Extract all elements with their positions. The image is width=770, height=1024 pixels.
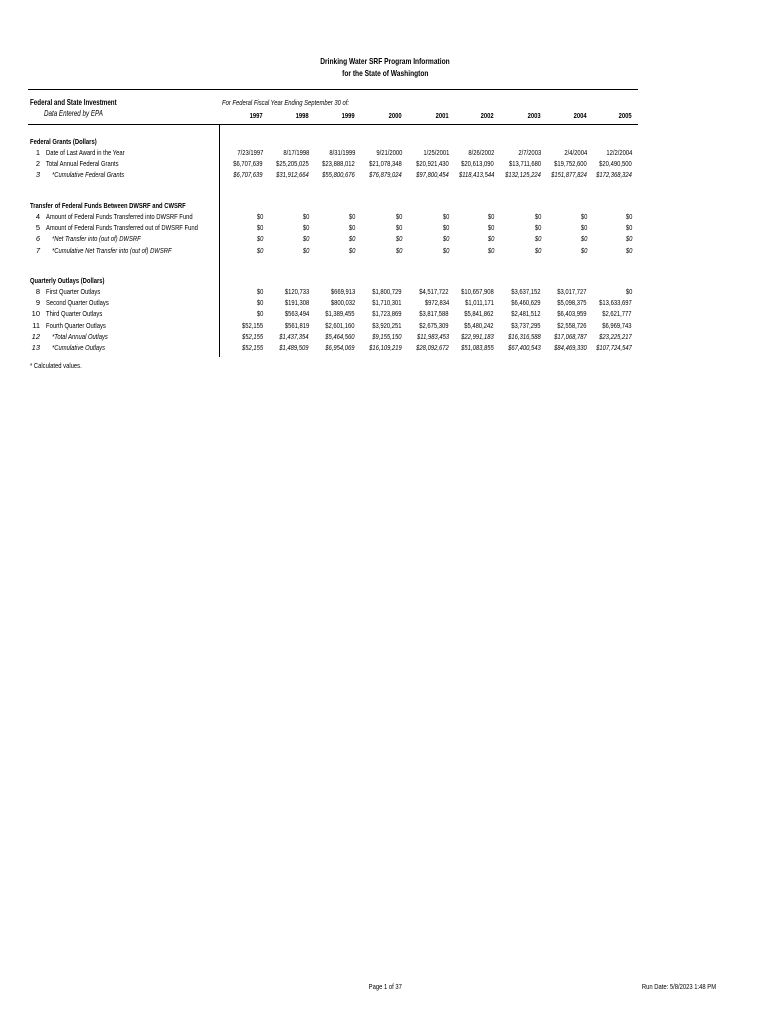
table-cell: $0: [302, 245, 309, 255]
table-cell: $0: [625, 212, 632, 221]
table-cell: $2,558,726: [557, 320, 587, 330]
row-number: 8: [35, 287, 40, 296]
table-cell: $2,601,160: [325, 320, 355, 330]
table-cell: $6,707,639: [233, 170, 263, 180]
table-cell: $67,400,543: [508, 343, 541, 352]
report-title: Drinking Water SRF Program Information: [320, 56, 450, 66]
table-row: [0, 170, 770, 181]
section-title: Quarterly Outlays (Dollars): [30, 276, 105, 285]
table-cell: $2,481,512: [511, 309, 541, 319]
table-cell: $16,316,588: [508, 331, 541, 341]
table-cell: $0: [256, 309, 263, 319]
run-date: Run Date: 5/8/2023 1:48 PM: [641, 982, 716, 991]
table-cell: $52,155: [241, 320, 263, 330]
table-cell: $0: [580, 234, 587, 244]
table-cell: $51,083,855: [461, 343, 494, 352]
row-number: 13: [31, 343, 40, 352]
table-cell: $0: [256, 287, 263, 296]
table-cell: $118,413,544: [458, 170, 494, 180]
table-cell: $972,834: [424, 298, 449, 308]
year-header: 2001: [435, 111, 449, 120]
table-cell: 8/17/1998: [282, 148, 309, 157]
table-cell: $0: [395, 212, 402, 221]
table-cell: $2,621,777: [602, 309, 632, 319]
row-label: Second Quarter Outlays: [46, 298, 109, 308]
table-cell: $5,841,862: [464, 309, 494, 319]
table-cell: $0: [487, 212, 494, 221]
section-header-title: Federal and State Investment: [30, 98, 117, 107]
row-label: Date of Last Award in the Year: [46, 148, 125, 157]
section-title: Transfer of Federal Funds Between DWSRF and CWSRF: [30, 201, 186, 210]
table-cell: $0: [256, 223, 263, 233]
row-number: 9: [35, 298, 40, 308]
table-cell: $0: [256, 234, 263, 244]
row-label: *Net Transfer into (out of) DWSRF: [52, 234, 141, 244]
row-label: *Cumulative Outlays: [52, 343, 106, 352]
row-number: 11: [32, 320, 40, 330]
table-cell: $3,817,588: [419, 309, 449, 319]
table-cell: $97,800,454: [416, 170, 449, 180]
row-label: Fourth Quarter Outlays: [46, 320, 106, 330]
table-cell: $0: [625, 245, 632, 255]
table-cell: $132,125,224: [505, 170, 541, 180]
row-number: 1: [35, 148, 40, 157]
table-cell: $0: [487, 223, 494, 233]
table-cell: $0: [302, 234, 309, 244]
table-cell: $55,800,676: [322, 170, 355, 180]
table-cell: $0: [580, 245, 587, 255]
table-cell: $669,913: [330, 287, 355, 296]
footnote: * Calculated values.: [30, 361, 82, 370]
table-cell: $0: [348, 245, 355, 255]
table-cell: $0: [534, 212, 541, 221]
table-cell: $0: [256, 212, 263, 221]
table-cell: $2,675,309: [419, 320, 449, 330]
page-number: Page 1 of 37: [368, 982, 402, 991]
table-cell: $1,011,171: [465, 298, 494, 308]
table-cell: $0: [487, 245, 494, 255]
table-cell: $0: [442, 212, 449, 221]
table-cell: $23,225,217: [599, 331, 632, 341]
table-cell: $800,032: [330, 298, 355, 308]
table-cell: $22,991,183: [461, 331, 494, 341]
row-number: 10: [31, 309, 40, 319]
table-cell: $9,155,150: [372, 331, 402, 341]
table-cell: $6,954,069: [325, 343, 355, 352]
table-cell: $0: [442, 245, 449, 255]
table-cell: $5,464,560: [325, 331, 355, 341]
row-label: *Cumulative Net Transfer into (out of) DWSRF: [52, 245, 172, 255]
table-cell: 12/2/2004: [605, 148, 632, 157]
table-cell: 9/21/2000: [375, 148, 402, 157]
section-title: Federal Grants (Dollars): [30, 137, 97, 146]
table-cell: $16,109,219: [369, 343, 402, 352]
row-label: Amount of Federal Funds Transferred into DWSRF Fund: [46, 212, 193, 221]
table-cell: $0: [625, 223, 632, 233]
header-rule: [28, 124, 638, 125]
table-cell: $1,800,729: [372, 287, 402, 296]
table-cell: $0: [348, 212, 355, 221]
table-row: [0, 332, 770, 343]
row-label: Amount of Federal Funds Transferred out of DWSRF Fund: [46, 223, 198, 233]
table-row: [0, 343, 770, 354]
table-cell: $563,494: [284, 309, 309, 319]
table-cell: $3,637,152: [511, 287, 541, 296]
table-cell: $0: [625, 234, 632, 244]
row-number: 12: [31, 331, 40, 341]
table-cell: $0: [395, 223, 402, 233]
year-header: 2005: [618, 111, 632, 120]
table-row: [0, 309, 770, 320]
table-cell: 2/7/2003: [518, 148, 541, 157]
table-cell: $84,469,330: [554, 343, 587, 352]
year-header: 1999: [341, 111, 355, 120]
table-cell: $31,912,664: [276, 170, 309, 180]
table-cell: $561,819: [284, 320, 309, 330]
table-cell: $0: [302, 212, 309, 221]
table-cell: $0: [534, 223, 541, 233]
table-cell: $4,517,722: [419, 287, 449, 296]
table-cell: $20,490,500: [599, 159, 632, 169]
year-header: 2000: [388, 111, 402, 120]
row-number: 6: [35, 234, 40, 244]
table-cell: $10,657,908: [461, 287, 494, 296]
table-cell: $13,711,680: [508, 159, 541, 169]
table-cell: 7/23/1997: [236, 148, 263, 157]
row-label: Third Quarter Outlays: [46, 309, 103, 319]
table-cell: 1/25/2001: [422, 148, 449, 157]
table-row: [0, 287, 770, 298]
table-cell: $13,633,697: [599, 298, 632, 308]
fiscal-year-label: For Federal Fiscal Year Ending September 30 of:: [222, 98, 350, 107]
table-row: [0, 321, 770, 332]
table-cell: $1,489,509: [279, 343, 309, 352]
table-cell: $3,920,251: [372, 320, 402, 330]
row-number: 7: [35, 245, 40, 255]
table-cell: $3,017,727: [557, 287, 587, 296]
table-cell: 8/31/1999: [328, 148, 355, 157]
row-number: 3: [35, 170, 40, 180]
table-cell: $6,707,639: [233, 159, 263, 169]
table-cell: $1,723,869: [372, 309, 402, 319]
table-cell: $25,205,025: [276, 159, 309, 169]
table-cell: 8/26/2002: [467, 148, 494, 157]
row-number: 4: [35, 212, 40, 221]
row-label: *Cumulative Federal Grants: [52, 170, 125, 180]
table-cell: $0: [580, 223, 587, 233]
table-cell: $6,969,743: [602, 320, 632, 330]
table-cell: $20,613,090: [461, 159, 494, 169]
table-cell: $191,308: [284, 298, 309, 308]
table-row: [0, 223, 770, 234]
table-cell: $0: [625, 287, 632, 296]
row-number: 5: [35, 223, 40, 233]
table-cell: $21,078,348: [369, 159, 402, 169]
year-header: 2004: [573, 111, 587, 120]
table-cell: $0: [534, 234, 541, 244]
table-cell: $1,437,354: [279, 331, 309, 341]
table-cell: $0: [256, 298, 263, 308]
row-number: 2: [35, 159, 40, 169]
table-cell: $3,737,295: [511, 320, 541, 330]
row-label: Total Annual Federal Grants: [46, 159, 119, 169]
table-cell: $11,983,453: [416, 331, 449, 341]
table-cell: $23,888,012: [322, 159, 355, 169]
row-label: *Total Annual Outlays: [52, 331, 108, 341]
row-label: First Quarter Outlays: [46, 287, 101, 296]
table-cell: $19,752,600: [554, 159, 587, 169]
table-cell: $6,403,959: [557, 309, 587, 319]
table-cell: $52,155: [241, 343, 263, 352]
table-cell: $0: [487, 234, 494, 244]
table-cell: $0: [395, 245, 402, 255]
table-cell: $17,068,787: [554, 331, 587, 341]
table-cell: $107,724,547: [596, 343, 632, 352]
table-cell: $28,092,672: [416, 343, 449, 352]
section-header-subtitle: Data Entered by EPA: [44, 109, 103, 118]
table-cell: $0: [580, 212, 587, 221]
table-row: [0, 298, 770, 309]
table-cell: $0: [348, 234, 355, 244]
year-header: 1997: [249, 111, 263, 120]
table-cell: $0: [302, 223, 309, 233]
table-cell: $120,733: [284, 287, 309, 296]
year-header: 1998: [295, 111, 309, 120]
table-cell: 2/4/2004: [564, 148, 587, 157]
table-cell: $1,389,455: [325, 309, 355, 319]
year-header: 2003: [527, 111, 541, 120]
table-cell: $6,460,629: [511, 298, 541, 308]
table-cell: $0: [395, 234, 402, 244]
table-row: [0, 212, 770, 223]
report-subtitle: for the State of Washington: [341, 68, 429, 78]
table-cell: $5,098,375: [557, 298, 587, 308]
top-rule: [28, 89, 638, 90]
table-cell: $0: [256, 245, 263, 255]
table-cell: $172,368,324: [596, 170, 632, 180]
table-cell: $52,155: [241, 331, 263, 341]
table-cell: $0: [442, 234, 449, 244]
table-cell: $0: [442, 223, 449, 233]
year-header: 2002: [480, 111, 494, 120]
table-row: [0, 234, 770, 245]
table-row: [0, 246, 770, 257]
table-row: [0, 159, 770, 170]
table-row: [0, 148, 770, 159]
table-cell: $0: [348, 223, 355, 233]
table-cell: $0: [534, 245, 541, 255]
table-cell: $1,710,301: [372, 298, 402, 308]
table-cell: $5,480,242: [464, 320, 494, 330]
table-cell: $76,879,024: [369, 170, 402, 180]
table-cell: $20,921,430: [416, 159, 449, 169]
table-cell: $151,877,824: [551, 170, 587, 180]
